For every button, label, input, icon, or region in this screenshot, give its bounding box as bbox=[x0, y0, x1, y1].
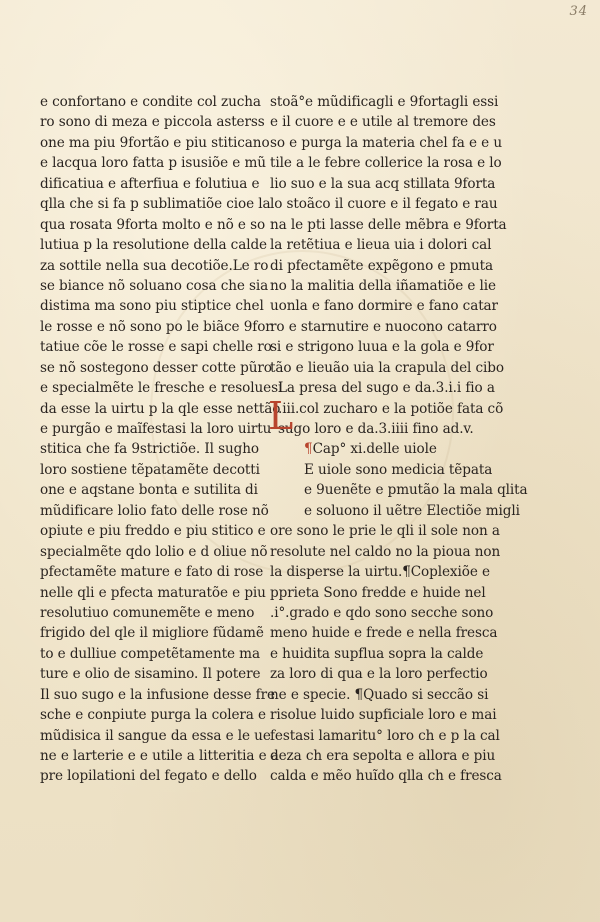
text-line: ro e starnutire e nuocono catarro bbox=[270, 318, 497, 335]
text-line: mũdisica il sangue da essa e le ue bbox=[40, 727, 271, 744]
text-line: loro sostiene tẽpatamẽte decotti bbox=[40, 461, 260, 478]
text-line: si e strigono luua e la gola e 9for bbox=[270, 339, 494, 356]
text-line: za sottile nella sua decotiõe.Le ro bbox=[40, 257, 269, 274]
text-line: e confortano e condite col zucha bbox=[40, 94, 261, 110]
text-line: la retẽtiua e lieua uia i dolori cal bbox=[270, 237, 492, 254]
right-text-column bbox=[270, 92, 528, 787]
text-line: ture e olio de sisamino. Il potere bbox=[40, 666, 261, 683]
chapter-title: Cap° xi.delle uiole bbox=[312, 441, 437, 458]
text-line: ro sono di meza e piccola asterss bbox=[40, 114, 265, 131]
text-line: La presa del sugo e da.3.i.i fio a bbox=[278, 380, 495, 397]
text-line: so e purga la materia chel fa e e u bbox=[270, 134, 503, 151]
text-line: e specialmẽte le fresche e resoluesi bbox=[40, 380, 283, 397]
text-line: calda e mẽo huĩdo qlla ch e fresca bbox=[270, 768, 502, 785]
text-line: la disperse la uirtu.¶Coplexiõe e bbox=[270, 564, 490, 581]
text-line: dificatiua e afterfiua e folutiua e bbox=[40, 175, 260, 192]
text-line: Il suo sugo e la infusione desse fre bbox=[40, 686, 275, 703]
text-line: frigido del qle il migliore fũdamẽ bbox=[40, 625, 264, 642]
pilcrow-mark: ¶ bbox=[304, 441, 313, 458]
text-line: le rosse e nõ sono po le biãce 9for bbox=[40, 318, 272, 335]
text-line: uonla e fano dormire e fano catar bbox=[270, 298, 498, 315]
text-line: sugo loro e da.3.iiii fino ad.v. bbox=[278, 421, 474, 437]
text-line: da esse la uirtu p la qle esse nettão bbox=[40, 400, 281, 417]
text-line: ne e specie. ¶Quado si seccão si bbox=[270, 686, 489, 703]
text-line: pre lopilationi del fegato e dello bbox=[40, 768, 257, 785]
text-line: e soluono il uẽtre Electiõe migli bbox=[304, 502, 520, 519]
text-line: lo stoãco il cuore e il fegato e rau bbox=[270, 196, 498, 213]
text-line: deza ch era sepolta e allora e piu bbox=[270, 748, 496, 764]
text-line: e 9uenẽte e pmutão la mala qlita bbox=[304, 482, 528, 499]
text-line: to e dulliue competẽtamente ma bbox=[40, 645, 260, 662]
text-line: e huidita supflua sopra la calde bbox=[270, 645, 484, 662]
text-line: nelle qli e pfecta maturatõe e piu bbox=[40, 584, 266, 601]
text-line: e purgão e maĩfestasi la loro uirtu bbox=[40, 421, 272, 437]
text-line: lutiua p la resolutione della calde bbox=[40, 237, 267, 254]
text-line: sche e conpiute purga la colera e bbox=[40, 707, 266, 724]
text-line: no la malitia della iñamatiõe e lie bbox=[270, 277, 496, 294]
rubricated-initial: L bbox=[268, 394, 294, 438]
text-line: specialmẽte qdo lolio e d oliue nõ bbox=[40, 543, 268, 560]
text-line: resolutiuo comunemẽte e meno bbox=[40, 604, 255, 621]
text-line: se nõ sostegono desser cotte pũro bbox=[40, 359, 272, 376]
text-line: ore sono le prie le qli il sole non a bbox=[270, 523, 500, 540]
folio-number: 34 bbox=[569, 4, 588, 19]
text-line: za loro di qua e la loro perfectio bbox=[270, 666, 488, 683]
text-line: lio suo e la sua acq stillata 9forta bbox=[270, 175, 496, 192]
text-line: tatiue cõe le rosse e sapi chelle ro bbox=[40, 339, 272, 356]
text-line: mũdificare lolio fato delle rose nõ bbox=[40, 502, 269, 519]
text-line: di pfectamẽte expẽgono e pmuta bbox=[270, 257, 493, 274]
text-line: .iii.col zucharo e la potiõe fata cõ bbox=[278, 400, 504, 417]
text-line: pprieta Sono fredde e huide nel bbox=[270, 584, 486, 601]
text-line: festasi lamaritu° loro ch e p la cal bbox=[270, 727, 500, 744]
text-line: E uiole sono medicia tẽpata bbox=[304, 461, 493, 478]
text-line: e il cuore e e utile al tremore des bbox=[270, 114, 496, 131]
text-line: se biance nõ soluano cosa che sia bbox=[40, 277, 269, 294]
text-line: one e aqstane bonta e sutilita di bbox=[40, 482, 258, 499]
text-line: distima ma sono piu stiptice chel bbox=[40, 298, 264, 315]
text-line: na le pti lasse delle mẽbra e 9forta bbox=[270, 216, 507, 233]
text-line: risolue luido supficiale loro e mai bbox=[270, 707, 497, 724]
text-line: resolute nel caldo no la pioua non bbox=[270, 543, 501, 560]
text-line: opiute e piu freddo e piu stitico e bbox=[40, 523, 266, 540]
text-line: qlla che si fa p sublimatiõe cioe la bbox=[40, 196, 271, 213]
text-line: tile a le febre collerice la rosa e lo bbox=[270, 155, 502, 172]
text-line: meno huide e frede e nella fresca bbox=[270, 625, 498, 642]
text-line: tão e lieuão uia la crapula del cibo bbox=[270, 359, 504, 376]
text-line: stoã°e mũdificagli e 9fortagli essi bbox=[270, 94, 499, 110]
text-line: e lacqua loro fatta p isusiõe e mũ bbox=[40, 155, 266, 172]
text-line: one ma piu 9fortão e piu stiticano bbox=[40, 134, 270, 151]
text-line: .i°.grado e qdo sono secche sono bbox=[270, 604, 494, 621]
left-text-column bbox=[40, 92, 283, 787]
chapter-heading bbox=[270, 439, 470, 459]
text-line: stitica che fa 9strictiõe. Il sugho bbox=[40, 441, 259, 458]
text-line: pfectamẽte mature e fato di rose bbox=[40, 564, 264, 581]
text-line: qua rosata 9forta molto e nõ e so bbox=[40, 216, 266, 233]
text-line: ne e larterie e e utile a litteritia e a bbox=[40, 748, 279, 764]
